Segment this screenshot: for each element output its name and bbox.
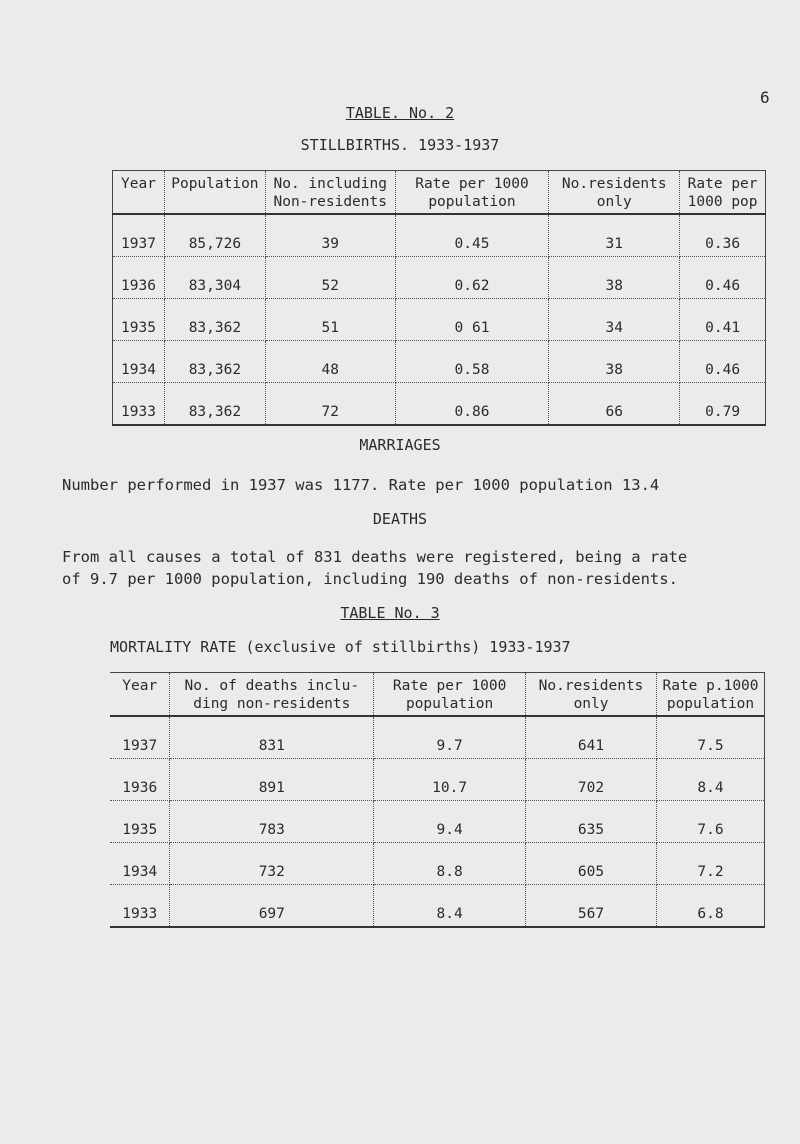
- mortality-cell: 831: [170, 716, 374, 759]
- stillbirths-header-line: Rate per 1000: [415, 176, 529, 192]
- mortality-header-1: [170, 673, 374, 717]
- mortality-cell: 7.6: [657, 801, 765, 843]
- mortality-header-line: population: [666, 696, 755, 712]
- mortality-cell: 6.8: [657, 885, 765, 928]
- stillbirths-header-3: [395, 171, 549, 215]
- table3-subtitle: MORTALITY RATE (exclusive of stillbirths) 1933-1937: [110, 638, 571, 656]
- stillbirths-row: [113, 299, 766, 341]
- stillbirths-row: [113, 214, 766, 257]
- mortality-cell: 605: [526, 843, 657, 885]
- mortality-row: [110, 843, 765, 885]
- stillbirths-cell: 0.79: [680, 383, 766, 426]
- mortality-cell: 1935: [110, 801, 170, 843]
- stillbirths-header-1: [164, 171, 265, 215]
- stillbirths-header-line: [113, 193, 164, 211]
- stillbirths-cell: 66: [549, 383, 680, 426]
- mortality-cell: 1936: [110, 759, 170, 801]
- mortality-header-3: [526, 673, 657, 717]
- mortality-cell: 732: [170, 843, 374, 885]
- stillbirths-cell: 51: [265, 299, 395, 341]
- deaths-text-line2: of 9.7 per 1000 population, including 190 deaths of non-residents.: [62, 570, 678, 588]
- stillbirths-header-line: Year: [121, 176, 156, 192]
- mortality-cell: 9.4: [374, 801, 526, 843]
- stillbirths-header-line: [165, 193, 265, 211]
- stillbirths-header-line: Non-residents: [273, 194, 387, 210]
- stillbirths-header-0: [113, 171, 165, 215]
- marriages-text: Number performed in 1937 was 1177. Rate per 1000 population 13.4: [62, 476, 660, 494]
- mortality-header-line: population: [405, 696, 494, 712]
- stillbirths-cell: 48: [265, 341, 395, 383]
- mortality-cell: 783: [170, 801, 374, 843]
- stillbirths-header-5: [680, 171, 766, 215]
- stillbirths-cell: 0.46: [680, 257, 766, 299]
- mortality-cell: 641: [526, 716, 657, 759]
- table2-title: TABLE. No. 2: [345, 104, 455, 122]
- stillbirths-header-line: population: [428, 194, 516, 210]
- stillbirths-cell: 1933: [113, 383, 165, 426]
- mortality-header-0: [110, 673, 170, 717]
- stillbirths-table: [112, 170, 766, 426]
- mortality-header-line: Year: [122, 678, 158, 694]
- stillbirths-cell: 1935: [113, 299, 165, 341]
- mortality-row: [110, 759, 765, 801]
- stillbirths-header-2: [265, 171, 395, 215]
- stillbirths-header-line: only: [596, 194, 632, 210]
- mortality-row: [110, 801, 765, 843]
- mortality-cell: 697: [170, 885, 374, 928]
- table2-subtitle: STILLBIRTHS. 1933-1937: [300, 136, 500, 154]
- stillbirths-cell: 83,362: [164, 299, 265, 341]
- stillbirths-header-line: 1000 pop: [687, 194, 758, 210]
- mortality-header-line: No. of deaths inclu-: [184, 678, 360, 694]
- deaths-text-line1: From all causes a total of 831 deaths were registered, being a rate: [62, 548, 688, 566]
- stillbirths-cell: 0.86: [395, 383, 549, 426]
- stillbirths-cell: 83,362: [164, 341, 265, 383]
- mortality-header-line: [110, 695, 169, 713]
- mortality-cell: 9.7: [374, 716, 526, 759]
- stillbirths-cell: 0 61: [395, 299, 549, 341]
- stillbirths-row: [113, 383, 766, 426]
- stillbirths-cell: 0.46: [680, 341, 766, 383]
- deaths-heading: DEATHS: [372, 510, 428, 528]
- mortality-header-4: [657, 673, 765, 717]
- mortality-cell: 7.5: [657, 716, 765, 759]
- stillbirths-cell: 1936: [113, 257, 165, 299]
- stillbirths-header-line: No.residents: [561, 176, 667, 192]
- stillbirths-cell: 85,726: [164, 214, 265, 257]
- mortality-header-line: ding non-residents: [193, 696, 351, 712]
- stillbirths-cell: 39: [265, 214, 395, 257]
- mortality-header-2: [374, 673, 526, 717]
- mortality-cell: 1933: [110, 885, 170, 928]
- table3-title: TABLE No. 3: [340, 604, 440, 622]
- mortality-header-line: No.residents: [538, 678, 644, 694]
- stillbirths-cell: 83,362: [164, 383, 265, 426]
- stillbirths-header-line: Population: [171, 176, 259, 192]
- stillbirths-cell: 0.45: [395, 214, 549, 257]
- stillbirths-cell: 38: [549, 257, 680, 299]
- mortality-cell: 891: [170, 759, 374, 801]
- stillbirths-cell: 0.62: [395, 257, 549, 299]
- stillbirths-cell: 0.41: [680, 299, 766, 341]
- mortality-cell: 8.4: [374, 885, 526, 928]
- stillbirths-cell: 38: [549, 341, 680, 383]
- page-number: 6: [760, 88, 770, 107]
- mortality-header-line: Rate p.1000: [662, 678, 759, 694]
- mortality-cell: 1937: [110, 716, 170, 759]
- mortality-cell: 567: [526, 885, 657, 928]
- mortality-row: [110, 716, 765, 759]
- marriages-heading: MARRIAGES: [359, 436, 441, 454]
- stillbirths-cell: 0.58: [395, 341, 549, 383]
- mortality-cell: 702: [526, 759, 657, 801]
- mortality-header-line: only: [573, 696, 609, 712]
- stillbirths-cell: 1937: [113, 214, 165, 257]
- stillbirths-cell: 72: [265, 383, 395, 426]
- stillbirths-row: [113, 257, 766, 299]
- mortality-cell: 1934: [110, 843, 170, 885]
- stillbirths-cell: 34: [549, 299, 680, 341]
- mortality-table: [110, 672, 765, 928]
- mortality-cell: 635: [526, 801, 657, 843]
- stillbirths-cell: 52: [265, 257, 395, 299]
- mortality-row: [110, 885, 765, 928]
- stillbirths-cell: 31: [549, 214, 680, 257]
- mortality-cell: 8.4: [657, 759, 765, 801]
- stillbirths-header-line: Rate per: [687, 176, 758, 192]
- mortality-cell: 10.7: [374, 759, 526, 801]
- stillbirths-row: [113, 341, 766, 383]
- stillbirths-cell: 1934: [113, 341, 165, 383]
- mortality-header-line: Rate per 1000: [392, 678, 507, 694]
- stillbirths-header-line: No. including: [273, 176, 387, 192]
- stillbirths-header-4: [549, 171, 680, 215]
- mortality-cell: 8.8: [374, 843, 526, 885]
- mortality-cell: 7.2: [657, 843, 765, 885]
- stillbirths-cell: 83,304: [164, 257, 265, 299]
- stillbirths-cell: 0.36: [680, 214, 766, 257]
